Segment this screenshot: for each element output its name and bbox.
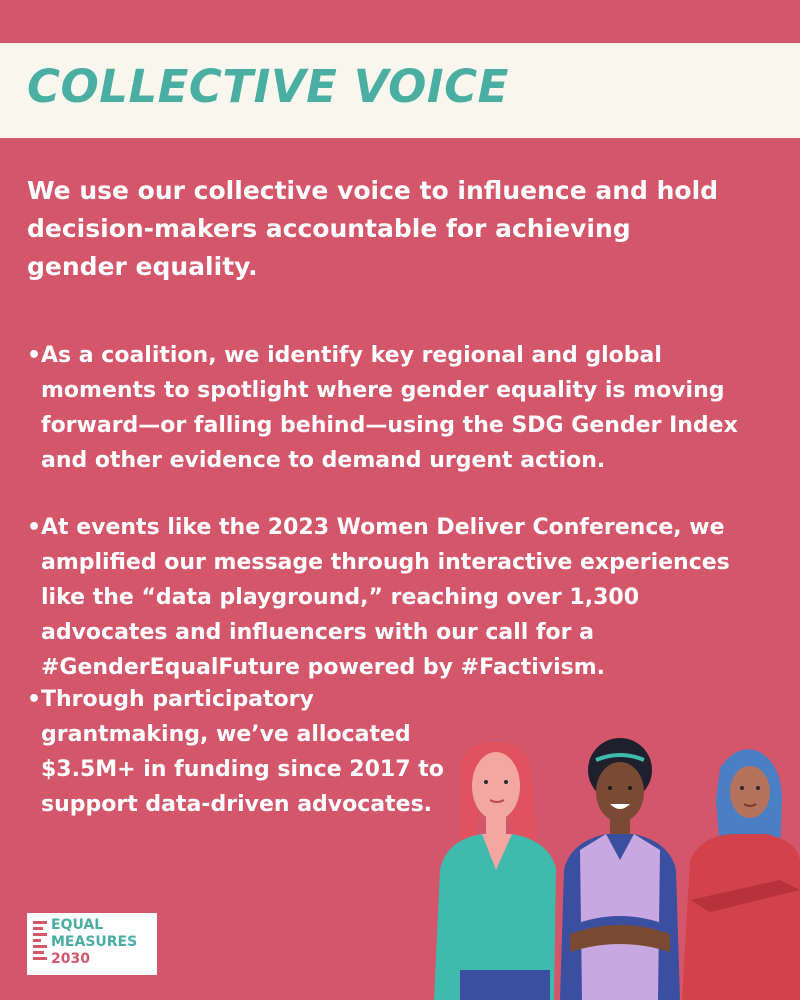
logo-text bbox=[51, 917, 137, 968]
bullet-dot: • bbox=[27, 687, 42, 712]
bullet-text: Through participatory grantmaking, we’ve allocated $3.5M+ in funding since 2017 to support data-driven advocates. bbox=[41, 687, 444, 817]
person-left-illustration bbox=[434, 742, 556, 1000]
page-title: COLLECTIVE VOICE bbox=[27, 60, 509, 113]
bullet-text: At events like the 2023 Women Deliver Conference, we amplified our message through interactive experiences like the “data playground,” reaching over 1,300 advocates and influencers with our call for a #GenderEqualFuture powered by #Factivism. bbox=[41, 515, 730, 680]
logo-line-2: MEASURES bbox=[51, 934, 138, 950]
bullet-item bbox=[27, 510, 767, 685]
logo-line-1: EQUAL bbox=[51, 917, 104, 933]
bullet-dot: • bbox=[27, 515, 42, 540]
logo-line-3: 2030 bbox=[51, 951, 90, 967]
intro-paragraph: We use our collective voice to influence and hold decision-makers accountable for achieving gender equality. bbox=[27, 176, 719, 281]
people-illustration bbox=[420, 730, 800, 1000]
person-right-illustration bbox=[682, 749, 800, 1000]
logo-bars-icon bbox=[33, 921, 47, 967]
person-center-illustration bbox=[560, 738, 680, 1000]
bullet-text: As a coalition, we identify key regional and global moments to spotlight where gender equality is moving forward—or falling behind—using the SDG Gender Index and other evidence to demand urgent action. bbox=[41, 343, 738, 473]
bullet-item bbox=[27, 338, 762, 478]
equal-measures-logo bbox=[27, 913, 157, 975]
bullet-item bbox=[27, 682, 447, 822]
bullet-dot: • bbox=[27, 343, 42, 368]
